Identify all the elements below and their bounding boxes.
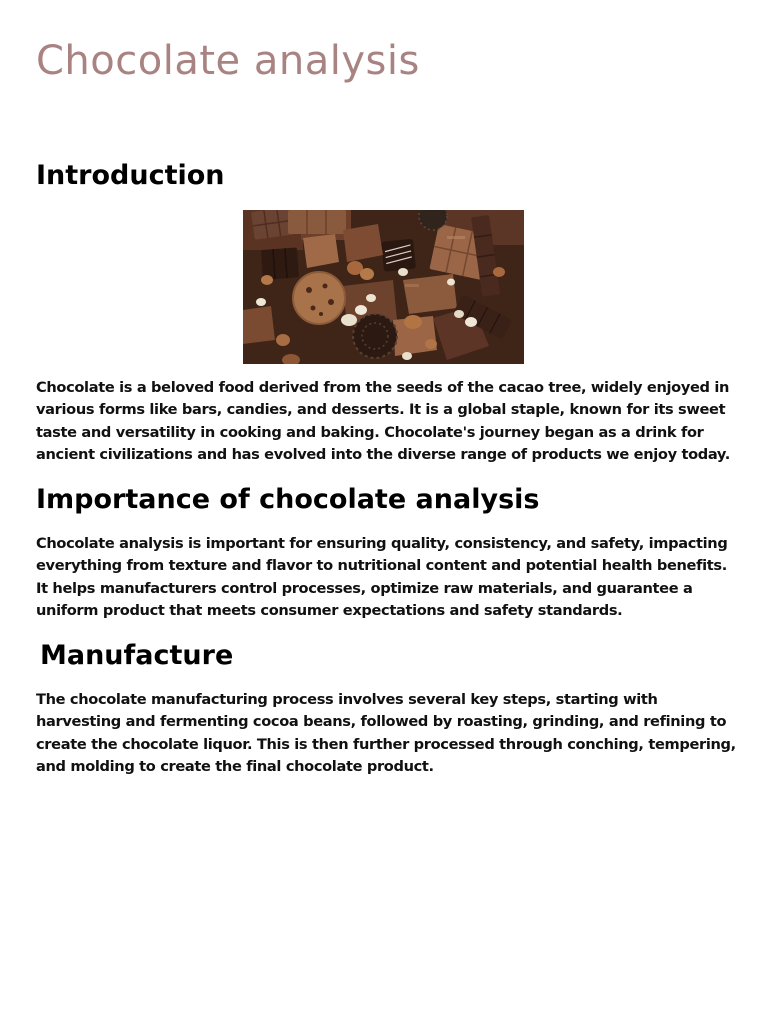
section-heading-importance: Importance of chocolate analysis [36, 484, 540, 515]
introduction-paragraph: Chocolate is a beloved food derived from the seeds of the cacao tree, widely enjoyed in various forms like bars, candies, and desserts. It is a global staple, known for its sweet taste and versatility in cooking and baking. Chocolate's journey began as a drink for ancient civilizations and has evolved into the diverse range of products we enjoy today. [36, 379, 730, 463]
importance-paragraph: Chocolate analysis is important for ensuring quality, consistency, and safety, impacting everything from texture and flavor to nutritional content and potential health benefits. It helps manufacturers control processes, optimize raw materials, and guarantee a uniform product that meets consumer expectations and safety standards. [36, 535, 728, 619]
section-heading-manufacture: Manufacture [40, 640, 234, 671]
page-title: Chocolate analysis [36, 38, 420, 84]
section-heading-introduction: Introduction [36, 160, 225, 191]
chocolate-assortment-photo [243, 210, 524, 364]
manufacture-paragraph: The chocolate manufacturing process involves several key steps, starting with harvesting and fermenting cocoa beans, followed by roasting, grinding, and refining to create the chocolate liquor. This is then further processed through conching, tempering, and molding to create the final chocolate product. [36, 691, 736, 775]
